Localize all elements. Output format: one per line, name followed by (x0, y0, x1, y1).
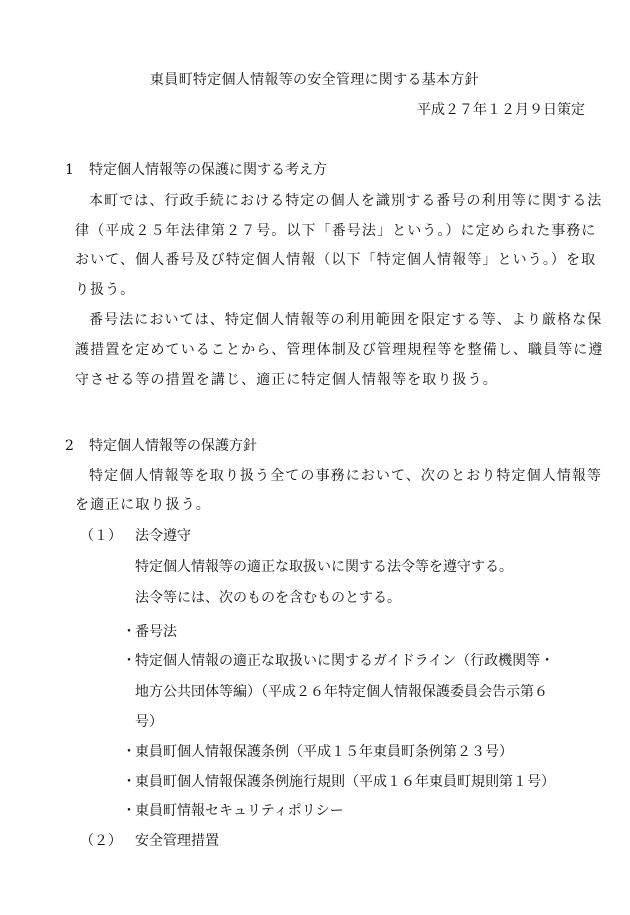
subitem-1-title: 法令遵守 (135, 528, 191, 544)
bullet-item (122, 651, 554, 671)
paragraph-line: 特定個人情報等を取り扱う全ての事務において、次のとおり特定個人情報等 (89, 468, 603, 484)
section-1-number: 1 (65, 162, 74, 178)
section-1-title: 特定個人情報等の保護に関する考え方 (89, 162, 327, 178)
subitem-1-heading (80, 526, 191, 546)
section-1-heading (65, 160, 327, 180)
bullet-mark: ・ (122, 624, 136, 640)
bullet-item (122, 742, 513, 762)
bullet-mark: ・ (122, 774, 136, 790)
bullet-mark: ・ (122, 744, 136, 760)
document-title: 東員町特定個人情報等の安全管理に関する基本方針 (150, 72, 479, 88)
bullet-text: 特定個人情報の適正な取扱いに関するガイドライン（行政機関等・ (135, 653, 555, 669)
section-2-title: 特定個人情報等の保護方針 (89, 438, 257, 454)
paragraph-line: 護措置を定めていることから、管理体制及び管理規程等を整備し、職員等に遵 (75, 342, 604, 358)
paragraph-line: 番号法においては、特定個人情報等の利用範囲を限定する等、より厳格な保 (89, 312, 603, 328)
bullet-continuation: 地方公共団体等編）（平成２６年特定個人情報保護委員会告示第６ (135, 684, 548, 700)
bullet-text: 東員町個人情報保護条例（平成１５年東員町条例第２３号） (135, 744, 513, 760)
subitem-line: 特定個人情報等の適正な取扱いに関する法令等を遵守する。 (135, 559, 513, 575)
paragraph-line: おいて、個人番号及び特定個人情報（以下「特定個人情報等」という。）を取 (75, 252, 597, 268)
bullet-item (122, 622, 177, 642)
bullet-mark: ・ (122, 803, 136, 819)
section-2-number: 2 (65, 438, 74, 454)
subitem-2-label: （２） (80, 833, 122, 849)
paragraph-line: 律（平成２５年法律第２７号。以下「番号法」という。）に定められた事務に (75, 223, 597, 239)
bullet-item (122, 801, 344, 821)
document-date: 平成２７年１２月９日策定 (417, 102, 585, 118)
paragraph-line: 守させる等の措置を講じ、適正に特定個人情報等を取り扱う。 (75, 372, 498, 388)
subitem-2-heading (80, 831, 219, 851)
section-2-heading (65, 436, 257, 456)
paragraph-line: を適正に取り扱う。 (75, 497, 211, 513)
bullet-text: 東員町個人情報保護条例施行規則（平成１６年東員町規則第１号） (135, 774, 555, 790)
paragraph-line: 本町では、行政手続における特定の個人を識別する番号の利用等に関する法 (89, 193, 603, 209)
bullet-item (122, 772, 555, 792)
paragraph-line: り扱う。 (75, 282, 136, 298)
bullet-continuation: 号） (135, 714, 163, 730)
subitem-line: 法令等には、次のものを含むものとする。 (135, 590, 401, 606)
bullet-text: 東員町情報セキュリティポリシー (135, 803, 344, 819)
bullet-mark: ・ (122, 653, 136, 669)
subitem-1-label: （１） (80, 528, 122, 544)
bullet-text: 番号法 (135, 624, 177, 640)
subitem-2-title: 安全管理措置 (135, 833, 219, 849)
